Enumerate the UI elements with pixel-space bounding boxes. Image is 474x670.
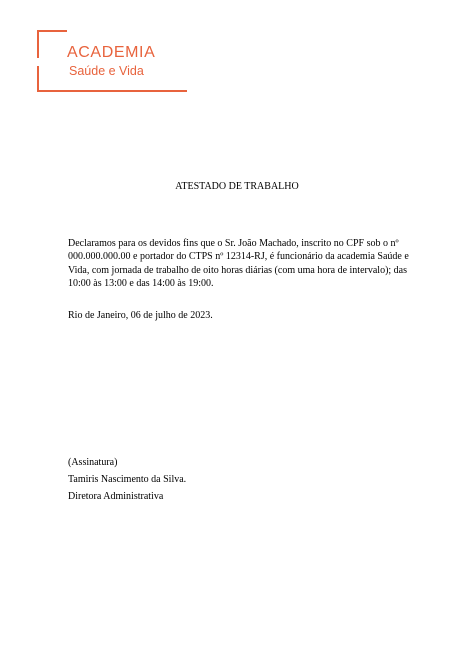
document-title: ATESTADO DE TRABALHO — [175, 181, 299, 192]
paragraph-line: 10:00 às 13:00 e das 14:00 às 19:00. — [68, 277, 214, 289]
paragraph-line: Declaramos para os devidos fins que o Sr. João Machado, inscrito no CPF sob o nº — [68, 238, 399, 249]
declaration-paragraph — [68, 237, 408, 290]
academia-logo — [37, 30, 187, 92]
signature-placeholder: (Assinatura) — [68, 457, 118, 468]
logo-title: ACADEMIA — [67, 44, 156, 61]
signer-name: Tamiris Nascimento da Silva. — [68, 474, 187, 485]
date-line: Rio de Janeiro, 06 de julho de 2023. — [68, 310, 213, 321]
logo-subtitle: Saúde e Vida — [69, 64, 144, 78]
logo-bracket-frame — [37, 30, 187, 92]
signer-role: Diretora Administrativa — [68, 491, 164, 502]
paragraph-line: Vida, com jornada de trabalho de oito horas diárias (com uma hora de intervalo); das — [68, 264, 408, 276]
paragraph-line: 000.000.000.00 e portador do CTPS nº 12314-RJ, é funcionário da academia Saúde e — [68, 251, 409, 263]
